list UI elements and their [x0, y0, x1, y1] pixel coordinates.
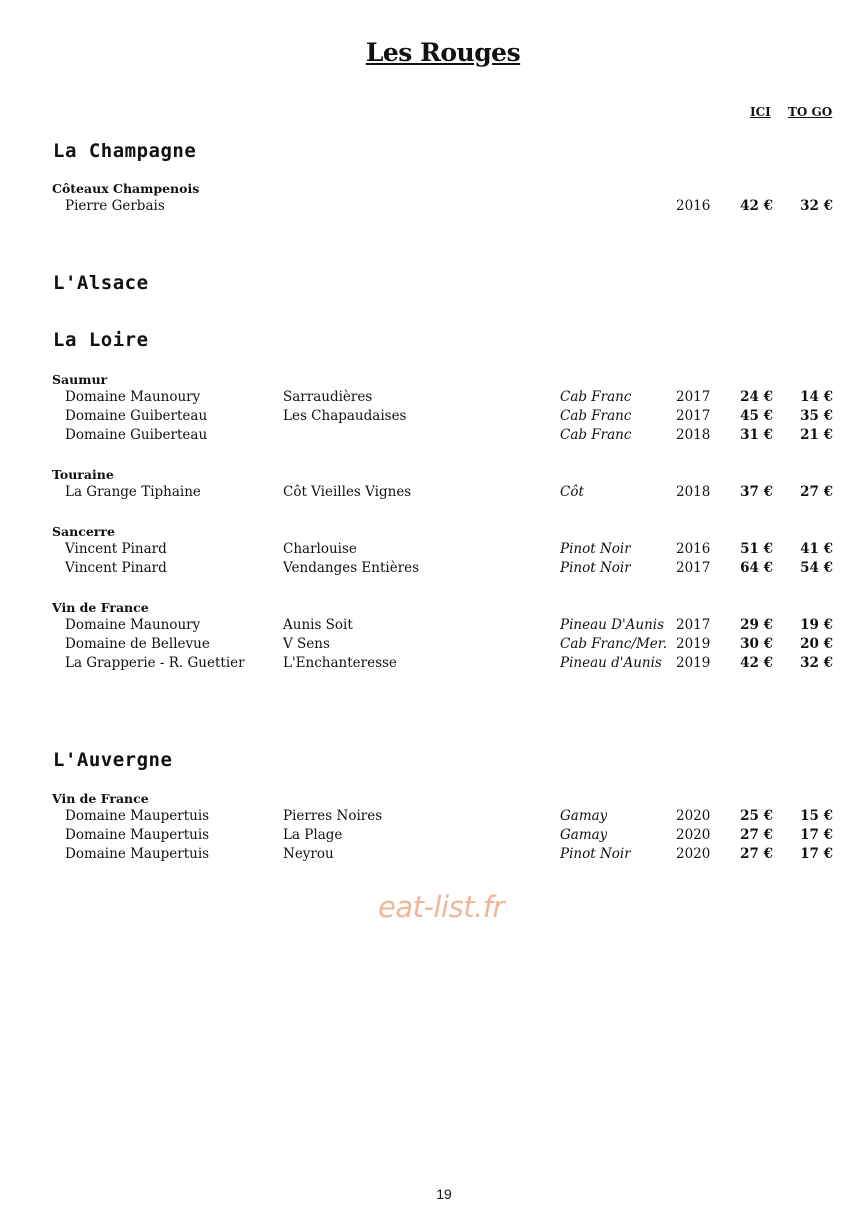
wine-vintage: 2017 — [676, 617, 711, 633]
price-ici: 30 € — [740, 636, 773, 652]
wine-row — [0, 617, 864, 636]
price-to-go: 17 € — [800, 827, 833, 843]
wine-row — [0, 808, 864, 827]
wine-producer: Domaine Maupertuis — [65, 827, 210, 843]
price-ici: 45 € — [740, 408, 773, 424]
wine-row — [0, 636, 864, 655]
wine-cuvee: Pierres Noires — [283, 808, 383, 824]
wine-row — [0, 408, 864, 427]
wine-grape: Cab Franc — [560, 408, 632, 424]
wine-grape: Pineau D'Aunis — [560, 617, 665, 633]
wine-grape: Gamay — [560, 827, 608, 843]
appellation-heading: Côteaux Champenois — [52, 181, 200, 196]
wine-grape: Cab Franc — [560, 427, 632, 443]
wine-vintage: 2020 — [676, 808, 711, 824]
wine-row — [0, 198, 864, 217]
column-header-ici: ICI — [750, 105, 771, 119]
wine-cuvee: V Sens — [283, 636, 330, 652]
region-heading: La Loire — [53, 329, 149, 351]
wine-producer: Domaine Maupertuis — [65, 846, 210, 862]
wine-producer: Domaine Maupertuis — [65, 808, 210, 824]
watermark: eat-list.fr — [378, 890, 504, 924]
wine-grape: Cab Franc — [560, 389, 632, 405]
page-title: Les Rouges — [365, 38, 521, 67]
price-ici: 37 € — [740, 484, 773, 500]
region-heading: L'Alsace — [53, 272, 149, 294]
region-heading: L'Auvergne — [53, 749, 173, 771]
wine-vintage: 2019 — [676, 655, 711, 671]
wine-vintage: 2018 — [676, 427, 711, 443]
appellation-heading: Touraine — [52, 467, 114, 482]
price-ici: 31 € — [740, 427, 773, 443]
price-to-go: 14 € — [800, 389, 833, 405]
wine-vintage: 2016 — [676, 198, 711, 214]
wine-producer: Domaine Maunoury — [65, 389, 201, 405]
wine-cuvee: Aunis Soit — [283, 617, 353, 633]
appellation-heading: Vin de France — [52, 791, 149, 806]
wine-grape: Pinot Noir — [560, 560, 631, 576]
price-to-go: 19 € — [800, 617, 833, 633]
wine-cuvee: La Plage — [283, 827, 343, 843]
wine-grape: Pineau d'Aunis — [560, 655, 662, 671]
wine-producer: Domaine Maunoury — [65, 617, 201, 633]
price-to-go: 32 € — [800, 655, 833, 671]
wine-row — [0, 484, 864, 503]
wine-grape: Côt — [560, 484, 584, 500]
wine-row — [0, 541, 864, 560]
wine-cuvee: Vendanges Entières — [283, 560, 420, 576]
price-to-go: 41 € — [800, 541, 833, 557]
price-ici: 27 € — [740, 846, 773, 862]
wine-producer: Vincent Pinard — [65, 541, 167, 557]
appellation-heading: Vin de France — [52, 600, 149, 615]
wine-row — [0, 427, 864, 446]
wine-grape: Gamay — [560, 808, 608, 824]
appellation-heading: Sancerre — [52, 524, 115, 539]
wine-producer: Vincent Pinard — [65, 560, 167, 576]
wine-vintage: 2017 — [676, 408, 711, 424]
wine-cuvee: L'Enchanteresse — [283, 655, 397, 671]
wine-vintage: 2020 — [676, 846, 711, 862]
price-ici: 25 € — [740, 808, 773, 824]
price-to-go: 20 € — [800, 636, 833, 652]
wine-row — [0, 846, 864, 865]
wine-producer: Domaine Guiberteau — [65, 408, 208, 424]
wine-vintage: 2018 — [676, 484, 711, 500]
wine-producer: La Grapperie - R. Guettier — [65, 655, 245, 671]
wine-cuvee: Les Chapaudaises — [283, 408, 407, 424]
price-to-go: 17 € — [800, 846, 833, 862]
price-ici: 42 € — [740, 655, 773, 671]
price-ici: 27 € — [740, 827, 773, 843]
wine-vintage: 2016 — [676, 541, 711, 557]
wine-cuvee: Sarraudières — [283, 389, 373, 405]
wine-producer: Domaine Guiberteau — [65, 427, 208, 443]
wine-row — [0, 560, 864, 579]
price-ici: 64 € — [740, 560, 773, 576]
wine-grape: Cab Franc/Mer. — [560, 636, 668, 652]
price-to-go: 21 € — [800, 427, 833, 443]
wine-grape: Pinot Noir — [560, 846, 631, 862]
price-to-go: 35 € — [800, 408, 833, 424]
wine-row — [0, 655, 864, 674]
wine-row — [0, 827, 864, 846]
wine-vintage: 2020 — [676, 827, 711, 843]
price-to-go: 27 € — [800, 484, 833, 500]
price-to-go: 15 € — [800, 808, 833, 824]
appellation-heading: Saumur — [52, 372, 108, 387]
wine-vintage: 2017 — [676, 389, 711, 405]
wine-producer: Pierre Gerbais — [65, 198, 165, 214]
price-ici: 51 € — [740, 541, 773, 557]
page-number: 19 — [436, 1186, 452, 1202]
wine-cuvee: Charlouise — [283, 541, 357, 557]
price-to-go: 32 € — [800, 198, 833, 214]
price-ici: 29 € — [740, 617, 773, 633]
wine-row — [0, 389, 864, 408]
wine-vintage: 2017 — [676, 560, 711, 576]
price-ici: 42 € — [740, 198, 773, 214]
wine-grape: Pinot Noir — [560, 541, 631, 557]
wine-cuvee: Neyrou — [283, 846, 334, 862]
region-heading: La Champagne — [53, 140, 197, 162]
price-to-go: 54 € — [800, 560, 833, 576]
wine-vintage: 2019 — [676, 636, 711, 652]
wine-producer: La Grange Tiphaine — [65, 484, 201, 500]
wine-cuvee: Côt Vieilles Vignes — [283, 484, 412, 500]
wine-producer: Domaine de Bellevue — [65, 636, 210, 652]
column-header-to-go: TO GO — [788, 105, 833, 119]
price-ici: 24 € — [740, 389, 773, 405]
